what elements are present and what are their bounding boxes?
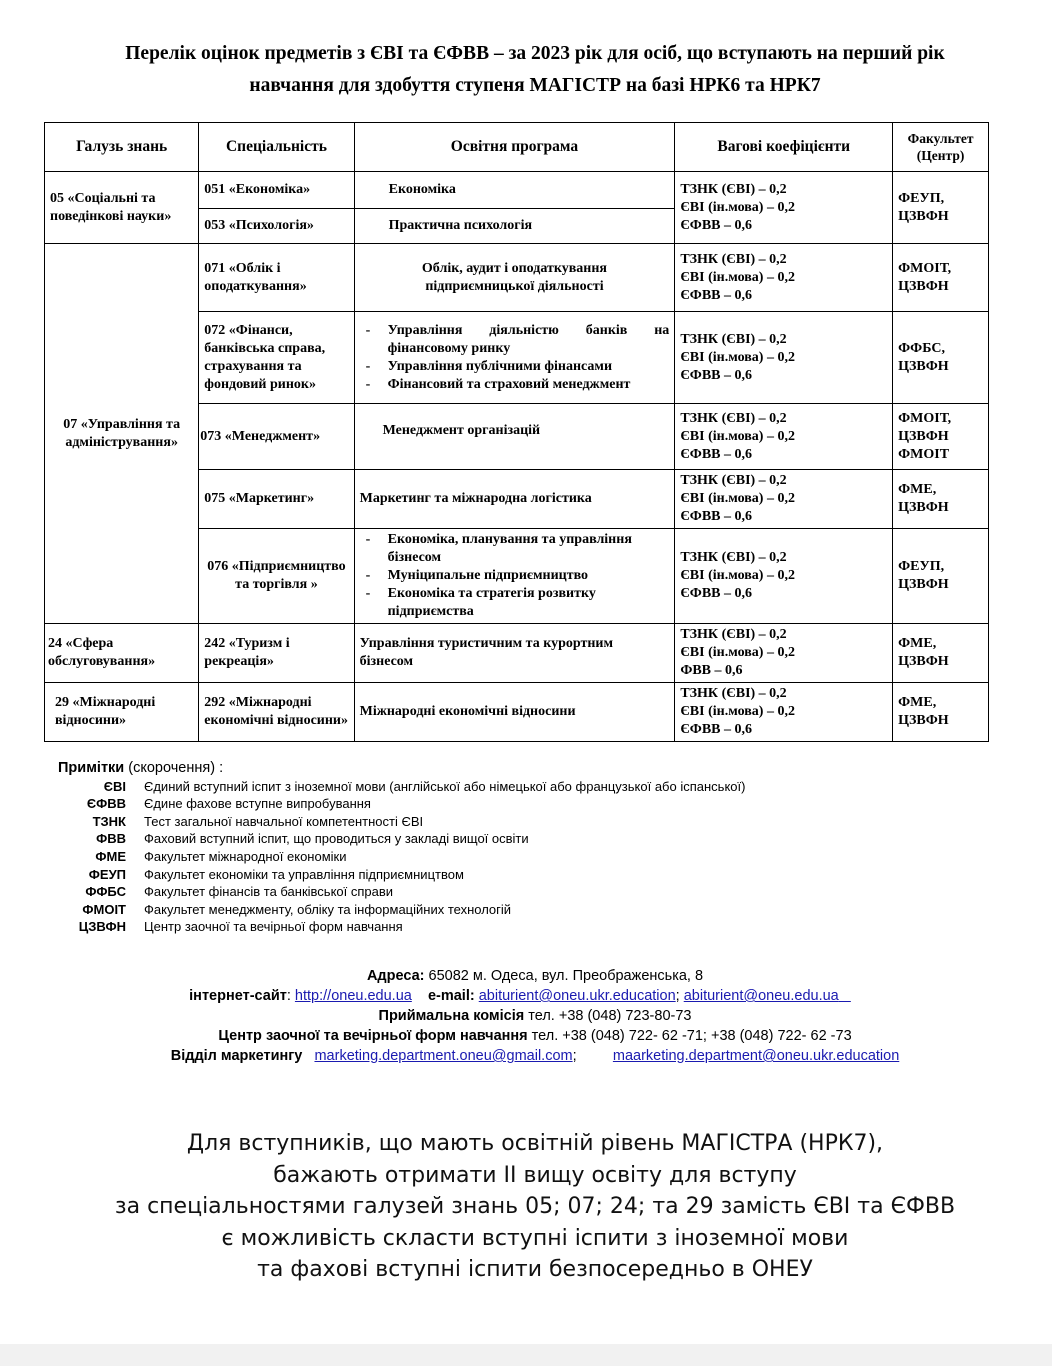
note-abbr: ЄВІ xyxy=(103,778,126,794)
faculty-line: ЦЗВФН xyxy=(898,428,949,444)
grades-table xyxy=(44,122,989,742)
notes-heading xyxy=(58,760,745,778)
table-row xyxy=(45,172,989,209)
program-cell xyxy=(354,172,675,209)
page-bottom-band xyxy=(0,1344,1052,1366)
faculty-cell xyxy=(893,529,989,624)
note-row xyxy=(58,866,745,884)
header-faculty xyxy=(893,123,989,172)
program-cell xyxy=(354,624,675,683)
program-list xyxy=(360,322,670,394)
faculty-line: ФФБС, xyxy=(898,340,945,356)
address-label: Адреса: xyxy=(366,968,425,984)
coefficients-cell xyxy=(675,624,893,683)
note-abbr: ЦЗВФН xyxy=(78,919,126,935)
faculty-line: ЦЗВФН xyxy=(898,713,949,728)
coef-line: ТЗНК (ЄВІ) – 0,2 xyxy=(680,686,787,701)
faculty-cell xyxy=(893,470,989,529)
faculty-line: ФМЕ, xyxy=(898,695,937,710)
notice-line: є можливість скласти вступні іспити з іноземної мови xyxy=(221,1225,849,1251)
program-item: - Економіка, планування та управління бізнесом xyxy=(360,531,670,567)
coefficients-cell xyxy=(675,172,893,244)
program-item: - Муніципальне підприємництво xyxy=(360,567,670,585)
notice-line: Для вступників, що мають освітній рівень МАГІСТРА (НРК7), xyxy=(186,1131,884,1156)
marketing-line: Відділ маркетингу marketing.department.oneu@gmail.com; maarketing.department@oneu.ukr.education xyxy=(170,1048,900,1064)
site-label: інтернет-сайт xyxy=(189,988,287,1004)
second-degree-notice xyxy=(40,1128,1030,1286)
email-link-2-trail xyxy=(839,988,851,1004)
program-name: Управління туристичним та курортним бізнесом xyxy=(359,636,614,669)
coefficients-cell xyxy=(675,312,893,404)
program-name: Менеджмент організацій xyxy=(382,423,541,438)
faculty-line: ФМЕ, xyxy=(898,636,937,651)
note-row xyxy=(58,795,745,813)
contacts-section xyxy=(40,966,1030,1066)
note-abbr: ФЕУП xyxy=(88,866,126,882)
note-text: Фаховий вступний іспит, що проводиться у закладі вищої освіти xyxy=(144,831,529,847)
marketing-label: Відділ маркетингу xyxy=(170,1048,303,1064)
faculty-line: ФМОІТ xyxy=(898,446,950,462)
coef-line: ЄВІ (ін.мова) – 0,2 xyxy=(680,645,795,660)
faculty-cell xyxy=(893,172,989,244)
coefficients-cell xyxy=(675,529,893,624)
specialty-cell: 242 «Туризм і рекреація» xyxy=(199,624,354,683)
notice-line: та фахові вступні іспити безпосередньо в ОНЕУ xyxy=(257,1257,813,1282)
program-name: Міжнародні економічні відносини xyxy=(359,704,576,719)
commission-phone: тел. +38 (048) 723-80-73 xyxy=(524,1008,692,1024)
header-program: Освітня програма xyxy=(354,123,675,172)
program-item: - Управління публічними фінансами xyxy=(360,358,670,376)
notes-heading-bold: Примітки xyxy=(58,760,125,776)
header-coefficients: Вагові коефіцієнти xyxy=(675,123,893,172)
coef-line: ЄФВВ – 0,6 xyxy=(680,586,753,601)
coef-line: ТЗНК (ЄВІ) – 0,2 xyxy=(680,410,787,426)
note-abbr: ЄФВВ xyxy=(86,796,126,812)
coef-line: ЄФВВ – 0,6 xyxy=(680,217,753,233)
faculty-line: ЦЗВФН xyxy=(898,577,949,592)
title-line-2: навчання для здобуття ступеня МАГІСТР на базі НРК6 та НРК7 xyxy=(249,75,821,96)
center-label: Центр заочної та вечірньої форм навчання xyxy=(218,1028,528,1044)
notice-line: бажають отримати ІІ вищу освіту для вступу xyxy=(273,1162,797,1188)
specialty-cell: 072 «Фінанси, банківська справа, страхування та фондовий ринок» xyxy=(199,312,354,404)
note-abbr: ТЗНК xyxy=(92,813,126,829)
specialty-cell: 053 «Психологія» xyxy=(199,209,354,244)
field-cell: 29 «Міжнародні відносини» xyxy=(45,683,199,742)
coef-line: ТЗНК (ЄВІ) – 0,2 xyxy=(680,251,787,267)
coef-line: ТЗНК (ЄВІ) – 0,2 xyxy=(680,473,787,488)
coef-line: ЄВІ (ін.мова) – 0,2 xyxy=(680,568,795,583)
note-abbr: ФМЕ xyxy=(95,848,126,864)
note-row xyxy=(58,901,745,919)
commission-label: Приймальна комісія xyxy=(378,1008,525,1024)
coefficients-cell xyxy=(675,244,893,312)
program-cell xyxy=(354,683,675,742)
specialty-cell: 292 «Міжнародні економічні відносини» xyxy=(199,683,354,742)
program-name: Практична психологія xyxy=(388,218,533,233)
faculty-line: ЦЗВФН xyxy=(898,278,949,294)
field-cell: 05 «Соціальні та поведінкові науки» xyxy=(45,172,199,244)
specialty-cell: 076 «Підприємництво та торгівля » xyxy=(199,529,354,624)
faculty-cell xyxy=(893,624,989,683)
coef-line: ЄФВВ – 0,6 xyxy=(680,446,753,462)
email-label: e-mail: xyxy=(427,988,475,1004)
note-row xyxy=(58,918,745,936)
coef-line: ЄФВВ – 0,6 xyxy=(680,367,753,383)
coefficients-cell xyxy=(675,683,893,742)
faculty-line: ФМЕ, xyxy=(898,482,937,497)
notes-heading-rest: (скорочення) : xyxy=(124,760,224,776)
coef-line: ТЗНК (ЄВІ) – 0,2 xyxy=(680,550,787,565)
address-text: 65082 м. Одеса, вул. Преображенська, 8 xyxy=(424,968,704,984)
email-link-2[interactable]: abiturient@oneu.edu.ua xyxy=(683,988,839,1004)
header-faculty-line2: (Центр) xyxy=(916,148,965,163)
program-name: Облік, аудит і оподаткування підприємницької діяльності xyxy=(421,260,607,294)
program-list xyxy=(360,531,670,621)
faculty-cell xyxy=(893,404,989,470)
field-cell: 24 «Сфера обслуговування» xyxy=(45,624,199,683)
address-line xyxy=(40,966,1030,986)
faculty-line: ЦЗВФН xyxy=(898,654,949,669)
table-row xyxy=(45,624,989,683)
note-text: Єдине фахове вступне випробування xyxy=(144,796,371,812)
faculty-line: ЦЗВФН xyxy=(898,500,949,515)
note-abbr: ФФБС xyxy=(85,884,126,900)
program-cell xyxy=(354,209,675,244)
note-abbr: ФМОІТ xyxy=(82,901,126,917)
faculty-line: ФЕУП, xyxy=(898,559,945,574)
web-line: інтернет-сайт: http://oneu.edu.ua e-mail: abiturient@oneu.ukr.education; abiturient@oneu.edu.ua xyxy=(40,986,1030,1006)
note-text: Єдиний вступний іспит з іноземної мови (англійської або німецької або французької або іспанської) xyxy=(144,778,746,794)
coef-line: ТЗНК (ЄВІ) – 0,2 xyxy=(680,331,787,347)
coef-line: ЄВІ (ін.мова) – 0,2 xyxy=(680,491,795,506)
note-abbr: ФВВ xyxy=(96,831,126,847)
note-row xyxy=(58,848,745,866)
coef-line: ТЗНК (ЄВІ) – 0,2 xyxy=(680,627,787,642)
specialty-cell: 071 «Облік і оподаткування» xyxy=(199,244,354,312)
coef-line: ЄФВВ – 0,6 xyxy=(680,287,753,303)
coef-line: ЄФВВ – 0,6 xyxy=(680,722,753,737)
program-item: - Економіка та стратегія розвитку підприємства xyxy=(360,585,670,621)
coef-line: ФВВ – 0,6 xyxy=(680,663,743,678)
program-name: Маркетинг та міжнародна логістика xyxy=(359,491,592,506)
header-field: Галузь знань xyxy=(45,123,199,172)
coef-line: ЄВІ (ін.мова) – 0,2 xyxy=(680,269,795,285)
program-item: - Управління діяльністю банків на фінансовому ринку xyxy=(360,322,670,358)
faculty-line: ЦЗВФН xyxy=(898,358,949,374)
program-name: Економіка xyxy=(388,182,456,197)
faculty-cell xyxy=(893,312,989,404)
table-row xyxy=(45,683,989,742)
note-row xyxy=(58,813,745,831)
faculty-line: ФМОІТ, xyxy=(898,260,952,276)
table-row xyxy=(45,244,989,312)
program-item: - Фінансовий та страховий менеджмент xyxy=(360,376,670,394)
program-cell xyxy=(354,529,675,624)
title-line-1: Перелік оцінок предметів з ЄВІ та ЄФВВ – за 2023 рік для осіб, що вступають на перший рік xyxy=(125,43,945,64)
note-text: Факультет менеджменту, обліку та інформаційних технологій xyxy=(144,901,512,917)
note-row xyxy=(58,778,745,796)
faculty-cell xyxy=(893,683,989,742)
note-text: Центр заочної та вечірньої форм навчання xyxy=(144,919,403,935)
commission-line xyxy=(40,1006,1030,1026)
coef-line: ЄВІ (ін.мова) – 0,2 xyxy=(680,704,795,719)
coef-line: ЄВІ (ін.мова) – 0,2 xyxy=(680,199,795,215)
notice-line: за спеціальностями галузей знань 05; 07; 24; та 29 замість ЄВІ та ЄФВВ xyxy=(114,1194,956,1219)
coefficients-cell xyxy=(675,470,893,529)
note-row xyxy=(58,830,745,848)
coef-line: ЄВІ (ін.мова) – 0,2 xyxy=(680,428,795,444)
specialty-cell: 073 «Менеджмент» xyxy=(199,404,354,470)
field-cell: 07 «Управління та адміністрування» xyxy=(45,244,199,624)
specialty-cell: 075 «Маркетинг» xyxy=(199,470,354,529)
note-text: Факультет фінансів та банківської справи xyxy=(144,884,394,900)
marketing-email-1[interactable]: marketing.department.oneu@gmail.com xyxy=(314,1048,573,1064)
table-header-row xyxy=(45,123,989,172)
note-text: Тест загальної навчальної компетентності ЄВІ xyxy=(144,813,424,829)
email-link-1[interactable]: abiturient@oneu.ukr.education xyxy=(478,988,676,1004)
faculty-line: ЦЗВФН xyxy=(898,208,949,224)
marketing-email-2[interactable]: maarketing.department@oneu.ukr.education xyxy=(612,1048,900,1064)
center-line xyxy=(40,1026,1030,1046)
specialty-cell: 051 «Економіка» xyxy=(199,172,354,209)
note-text: Факультет економіки та управління підприємництвом xyxy=(144,866,464,882)
center-phone: тел. +38 (048) 722- 62 -71; +38 (048) 722- 62 -73 xyxy=(527,1028,852,1044)
faculty-line: ФМОІТ, xyxy=(898,410,952,426)
faculty-cell xyxy=(893,244,989,312)
note-text: Факультет міжнародної економіки xyxy=(144,848,347,864)
site-link[interactable]: http://oneu.edu.ua xyxy=(294,988,412,1004)
coef-line: ЄВІ (ін.мова) – 0,2 xyxy=(680,349,795,365)
coef-line: ТЗНК (ЄВІ) – 0,2 xyxy=(680,181,787,197)
header-specialty: Спеціальність xyxy=(199,123,354,172)
note-row xyxy=(58,883,745,901)
coef-line: ЄФВВ – 0,6 xyxy=(680,509,753,524)
program-cell xyxy=(354,312,675,404)
coefficients-cell xyxy=(675,404,893,470)
document-title xyxy=(40,38,1030,102)
program-cell xyxy=(354,244,675,312)
program-cell xyxy=(354,470,675,529)
header-faculty-line1: Факультет xyxy=(907,131,974,146)
faculty-line: ФЕУП, xyxy=(898,190,945,206)
notes-section xyxy=(58,760,745,936)
program-cell xyxy=(354,404,675,470)
